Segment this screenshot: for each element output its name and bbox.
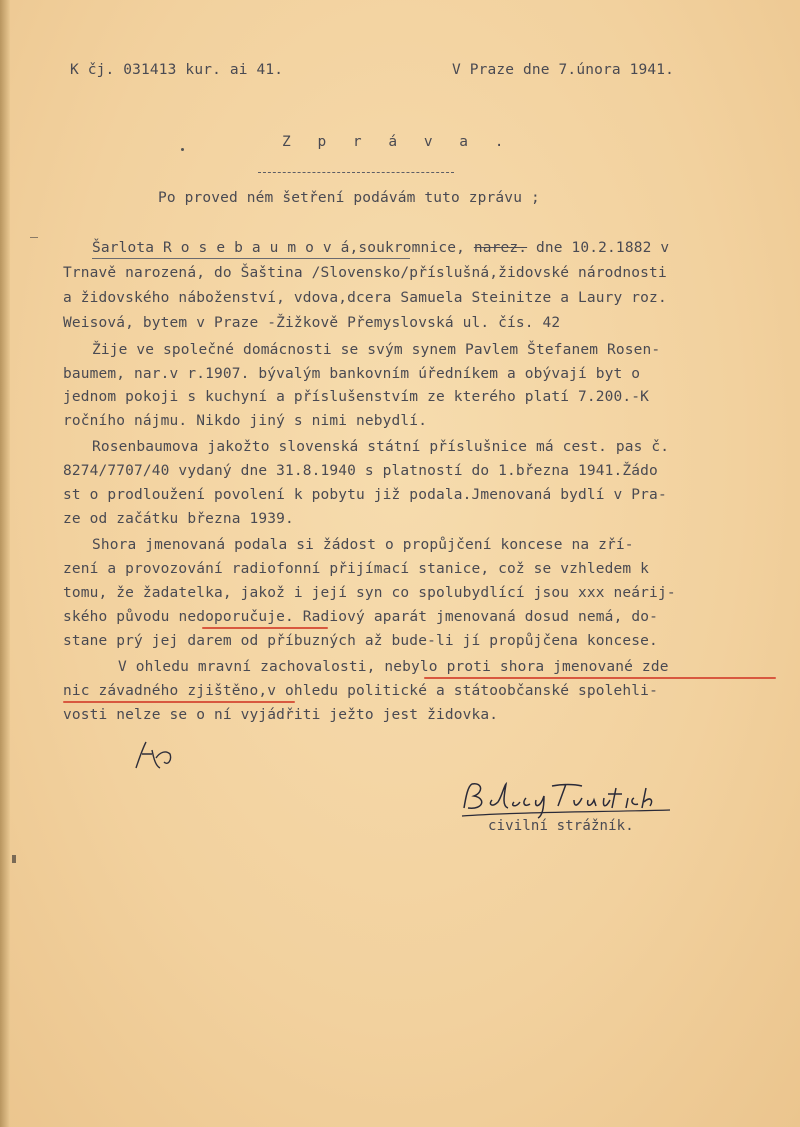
margin-mark: [30, 237, 38, 238]
reference-number: K čj. 031413 kur. ai 41.: [70, 62, 284, 78]
para1-line2: Trnavě narozená, do Šaština /Slovensko/příslušná,židovské národnosti: [63, 265, 667, 281]
title-underline: [258, 172, 454, 173]
political-phrase: v ohledu politické a státoobčanské spolehli-: [267, 683, 658, 699]
para4-radio-note: . Radiový aparát jmenovaná dosud nemá, do-: [285, 609, 658, 625]
para3-line2: 8274/7707/40 vydaný dne 31.8.1940 s platností do 1.března 1941.Žádo: [63, 463, 658, 479]
moral-phrase: V ohledu mravní zachovalosti,: [118, 659, 376, 675]
nothing-found-text: nic závadného zjištěno,: [63, 683, 268, 699]
para2-line1: Žije ve společné domácnosti se svým synem Pavlem Štefanem Rosen-: [92, 342, 661, 358]
para4-line4: [63, 609, 658, 625]
para5-line3: vosti nelze se o ní vyjádřiti ježto jest židovka.: [63, 707, 499, 723]
para4-line3: tomu, že žadatelka, jakož i její syn co spolubydlící jsou xxx neárij-: [63, 585, 676, 601]
para2-line4: ročního nájmu. Nikdo jiný s nimi nebydlí.: [63, 413, 428, 429]
not-recommended-text: nedoporučuje: [178, 609, 286, 625]
initials-scribble: [130, 738, 178, 772]
handwritten-signature: [458, 778, 680, 822]
para4-line1: Shora jmenovaná podala si žádost o propůjčení koncese na zří-: [92, 537, 634, 553]
subject-name: Šarlota R o s e b a u m o v á: [92, 240, 350, 256]
para1-line3: a židovského náboženství, vdova,dcera Samuela Steinitze a Laury roz.: [63, 290, 667, 306]
place-and-date: V Praze dne 7.února 1941.: [452, 62, 674, 78]
para4-line5: stane prý jej darem od příbuzných až bude-li jí propůjčena koncese.: [63, 633, 658, 649]
para1-line4: Weisová, bytem v Praze -Žižkově Přemyslovská ul. čís. 42: [63, 315, 561, 331]
para5-line2: [63, 683, 658, 699]
margin-mark-2: [12, 855, 16, 863]
para4-line2: zení a provozování radiofonní přijímací stanice, což se vzhledem k: [63, 561, 650, 577]
para3-line3: st o prodloužení povolení k pobytu již podala.Jmenovaná bydlí v Pra-: [63, 487, 667, 503]
para1-birth: dne 10.2.1882 v: [536, 240, 670, 256]
para2-line3: jednom pokoji s kuchyní a příslušenstvím ze kterého platí 7.200.-K: [63, 389, 650, 405]
para1-occupation: ,soukromnice,: [349, 240, 465, 256]
name-underline: [92, 258, 410, 259]
title-dot-left: [181, 148, 184, 151]
para3-line1: Rosenbaumova jakožto slovenská státní příslušnice má cest. pas č.: [92, 439, 670, 455]
officer-role: civilní strážník.: [488, 818, 634, 834]
nothing-against-text: nebylo proti: [384, 659, 491, 675]
red-underline-nebylo-proti: [424, 677, 776, 679]
red-underline-nic-zavadneho: [63, 701, 295, 703]
intro-line: Po proved ném šetření podávám tuto zprávu ;: [158, 190, 540, 206]
para5-continuation: shora jmenované zde: [499, 659, 669, 675]
para5-line1: [118, 659, 669, 675]
struck-word: narez.: [473, 240, 528, 256]
document-title: Z p r á v a .: [282, 134, 513, 150]
paper-edge: [0, 0, 10, 1127]
para3-line4: ze od začátku března 1939.: [63, 511, 294, 527]
origin-phrase: ského původu: [63, 609, 170, 625]
red-underline-nedoporucuje: [202, 627, 328, 629]
para2-line2: baumem, nar.v r.1907. bývalým bankovním úředníkem a obývají byt o: [63, 366, 641, 382]
para1-line1: [92, 240, 669, 256]
